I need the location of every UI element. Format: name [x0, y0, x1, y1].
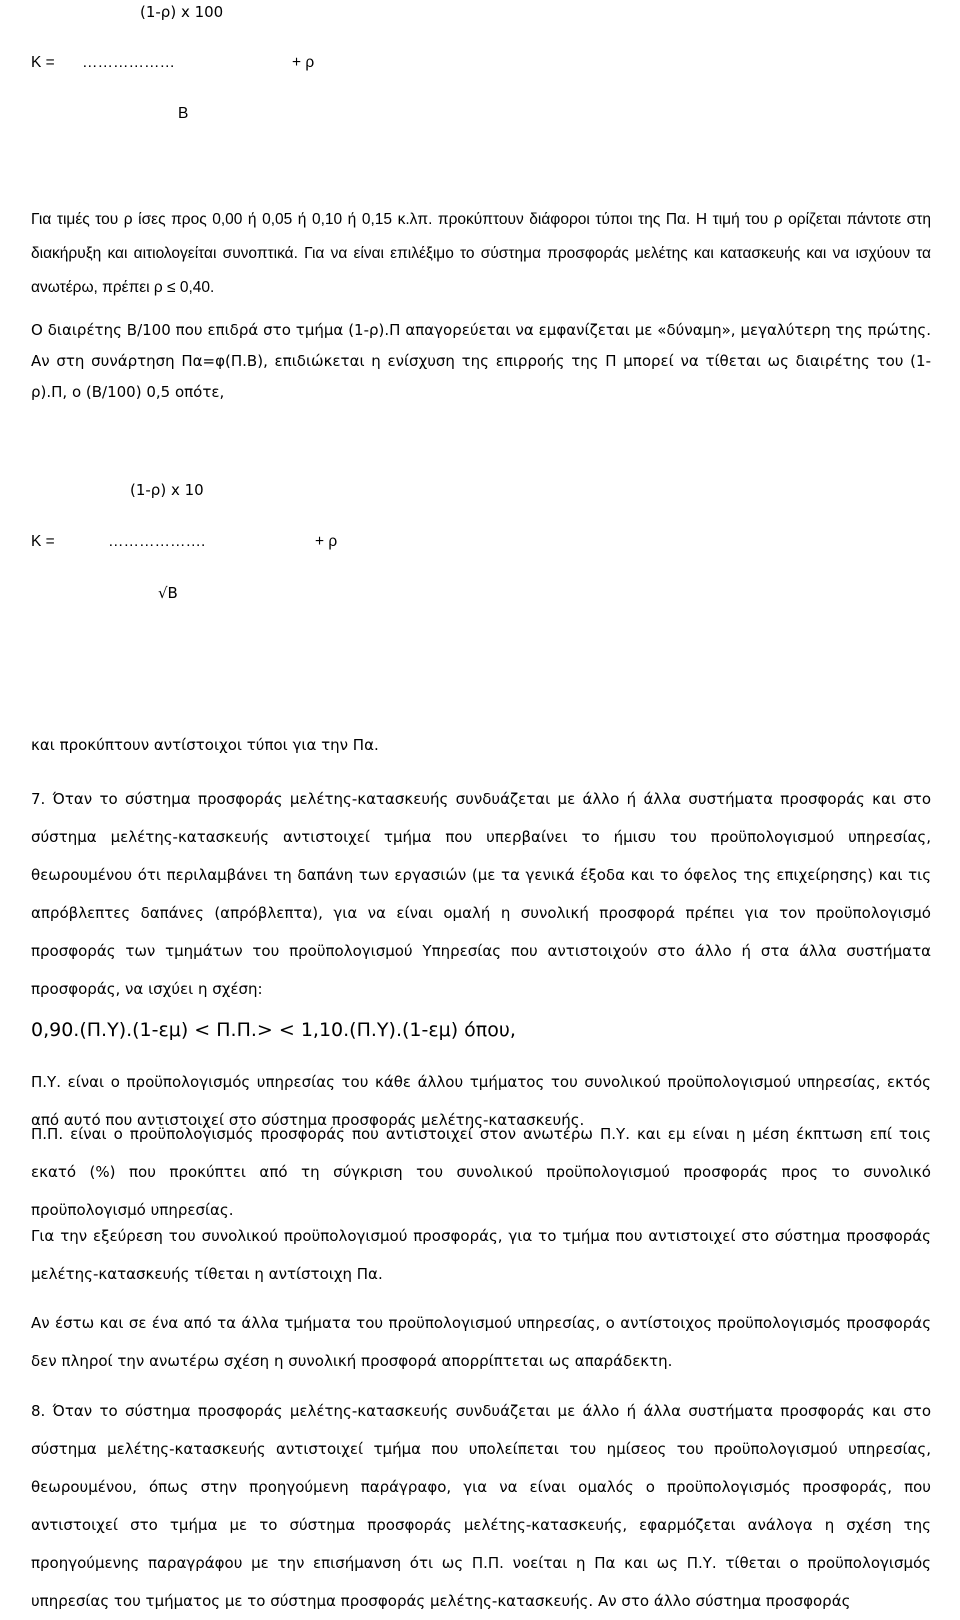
formula-2-plus-rho: + ρ [315, 533, 338, 550]
paragraph-rejection: Αν έστω και σε ένα από τα άλλα τμήματα του προϋπολογισμού υπηρεσίας, ο αντίστοιχος προϋπολογισμός προσφοράς δεν πληροί την ανωτέρω σχέση η συνολική προσφορά απορρίπτεται ως απαράδεκτη. [31, 1314, 931, 1370]
formula-1-plus-rho: + ρ [292, 54, 315, 71]
paragraph-rho-values: Για τιμές του ρ ίσες προς 0,00 ή 0,05 ή 0,10 ή 0,15 κ.λπ. προκύπτουν διάφοροι τύποι της Πα. Η τιμή του ρ ορίζεται πάντοτε στη διακήρυξη και αιτιολογείται συνοπτικά. Για να είναι επιλέξιμο το σύστημα προσφοράς μελέτης και κατασκευής και να ισχύουν τα ανωτέρω, πρέπει ρ ≤ 0,40. [31, 211, 931, 296]
relation-formula: 0,90.(Π.Υ).(1-εμ) < Π.Π.> < 1,10.(Π.Υ).(1-εμ) όπου, [31, 1019, 516, 1041]
formula-1-k-label: K = [31, 54, 55, 71]
paragraph-divisor: Ο διαιρέτης Β/100 που επιδρά στο τμήμα (1-ρ).Π απαγορεύεται να εμφανίζεται με «δύναμη», μεγαλύτερη της πρώτης. Αν στη συνάρτηση Πα=φ(Π.Β), επιδιώκεται η ενίσχυση της επιρροής της Π μπορεί να τίθεται ως διαιρέτης του (1-ρ).Π, ο (Β/100) 0,5 οπότε, [31, 321, 931, 401]
paragraph-derived-types: και προκύπτουν αντίστοιχοι τύποι για την Πα. [31, 736, 379, 754]
formula-2-numerator: (1-ρ) x 10 [130, 481, 204, 499]
paragraph-section-8: 8. Όταν το σύστημα προσφοράς μελέτης-κατασκευής συνδυάζεται με άλλο ή άλλα συστήματα προσφοράς και στο σύστημα μελέτης-κατασκευής αντιστοιχεί τμήμα που υπολείπεται του ημίσεος του προϋπολογισμού υπηρεσίας, θεωρουμένου, όπως στην προηγούμενη παράγραφο, για να είναι ομαλός ο προϋπολογισμός προσφοράς, που αντιστοιχεί στο τμήμα με το σύστημα προσφοράς μελέτης-κατασκευής, εφαρμόζεται ανάλογα η σχέση της προηγούμενης παραγράφου με την επισήμανση ότι ως Π.Π. νοείται η Πα και ως Π.Υ. τίθεται ο προϋπολογισμός υπηρεσίας του τμήματος με το σύστημα προσφοράς μελέτης-κατασκευής. Αν στο άλλο σύστημα προσφοράς [31, 1402, 931, 1610]
paragraph-py-definition: Π.Υ. είναι ο προϋπολογισμός υπηρεσίας του κάθε άλλου τμήματος του συνολικού προϋπολογισμού υπηρεσίας, εκτός από αυτό που αντιστοιχεί στο σύστημα προσφοράς μελέτης-κατασκευής. [31, 1073, 931, 1129]
formula-1-denominator: B [178, 105, 189, 122]
paragraph-pp-definition: Π.Π. είναι ο προϋπολογισμός προσφοράς που αντιστοιχεί στον ανωτέρω Π.Υ. και εμ είναι η μέση έκπτωση επί τοις εκατό (%) που προκύπτει από τη σύγκριση του συνολικού προϋπολογισμού προσφοράς προς το συνολικό προϋπολογισμό υπηρεσίας. [31, 1125, 931, 1219]
formula-2-k-label: K = [31, 533, 55, 550]
formula-1-numerator: (1-ρ) x 100 [140, 3, 224, 21]
paragraph-total-budget: Για την εξεύρεση του συνολικού προϋπολογισμού προσφοράς, για το τμήμα που αντιστοιχεί στο σύστημα προσφοράς μελέτης-κατασκευής τίθεται η αντίστοιχη Πα. [31, 1227, 931, 1283]
paragraph-section-7: 7. Όταν το σύστημα προσφοράς μελέτης-κατασκευής συνδυάζεται με άλλο ή άλλα συστήματα προσφοράς και στο σύστημα μελέτης-κατασκευής αντιστοιχεί τμήμα που υπερβαίνει το ήμισυ του προϋπολογισμού υπηρεσίας, θεωρουμένου ότι περιλαμβάνει τη δαπάνη των εργασιών (με τα γενικά έξοδα και το όφελος της επιχείρησης) και τις απρόβλεπτες δαπάνες (απρόβλεπτα), για να είναι ομαλή η συνολική προσφορά πρέπει για τον προϋπολογισμό προσφοράς των τμημάτων του προϋπολογισμού Υπηρεσίας που αντιστοιχούν στο άλλο ή στα άλλα συστήματα προσφοράς, να ισχύει η σχέση: [31, 790, 931, 998]
formula-2-fraction-line: ………………. [108, 533, 206, 550]
formula-1-fraction-line: ……………… [82, 54, 175, 71]
formula-2-denominator: √B [158, 584, 178, 602]
